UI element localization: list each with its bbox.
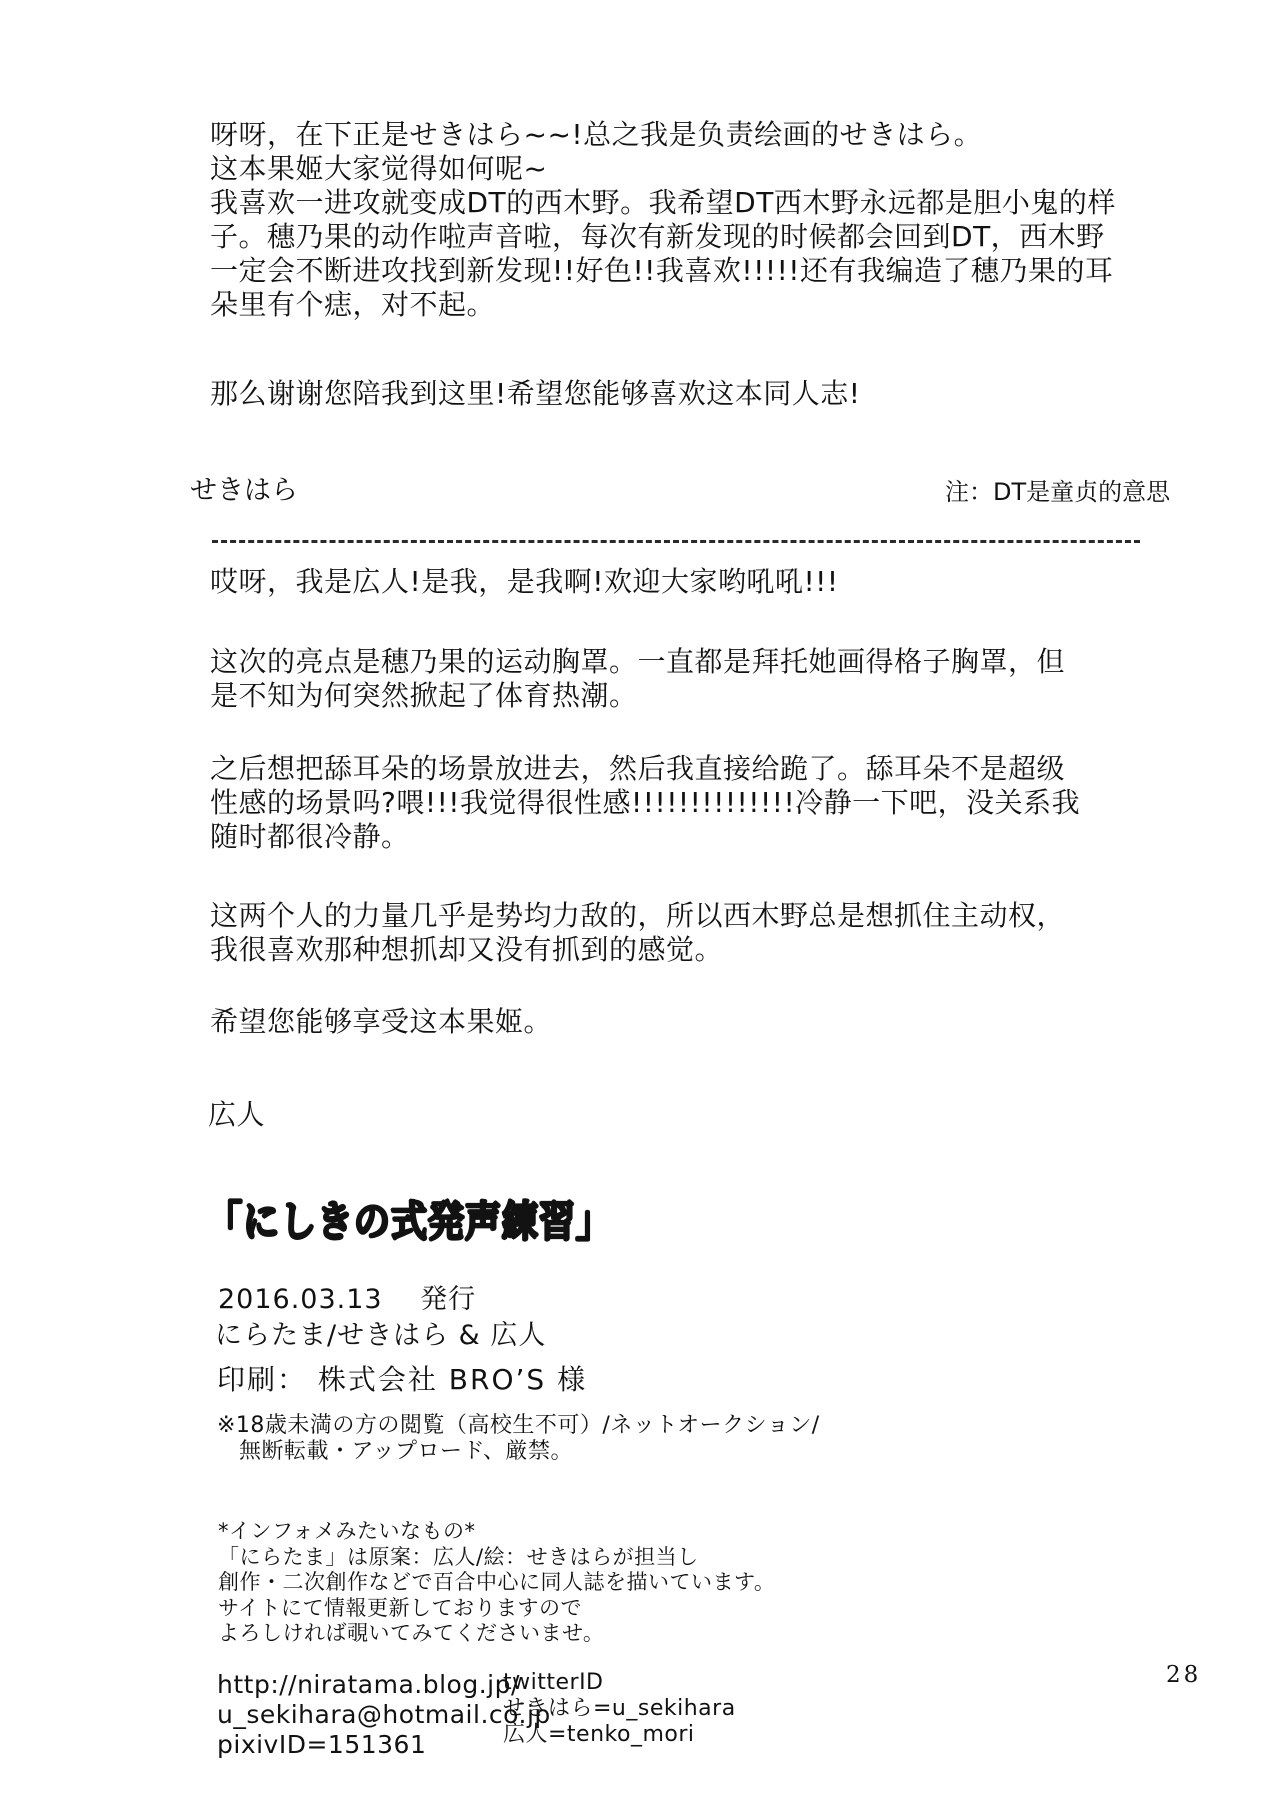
circle-authors-line: にらたま/せきはら & 広人 [215, 1320, 547, 1351]
text-line: 我很喜欢那种想抓却又没有抓到的感觉。 [210, 933, 724, 966]
hiroto-greeting-line: 哎呀，我是広人!是我，是我啊!欢迎大家哟吼吼!!! [210, 565, 839, 598]
page-number: 28 [1166, 1662, 1202, 1688]
sekihara-signature: せきはら [190, 475, 298, 506]
hiroto-paragraph-ear-licking [210, 752, 1080, 854]
text-line: 広人=tenko_mori [503, 1722, 695, 1747]
text-line: 随时都很冷静。 [210, 820, 410, 853]
info-header: *インフォメみたいなもの* [218, 1519, 476, 1543]
info-lines [218, 1545, 775, 1647]
info-block [218, 1519, 775, 1647]
doujin-title: 「にしきの式発声練習」 [206, 1197, 613, 1246]
text-line: よろしければ覗いてみてくださいませ。 [218, 1621, 605, 1645]
twitter-ids [503, 1670, 736, 1748]
text-line: 这次的亮点是穗乃果的运动胸罩。一直都是拜托她画得格子胸罩，但 [210, 645, 1066, 678]
hiroto-closing-line: 希望您能够享受这本果姬。 [210, 1005, 553, 1038]
hiroto-paragraph-sports-bra [210, 645, 1065, 713]
hiroto-paragraph-power-balance [210, 899, 1065, 967]
text-line: twitterID [503, 1670, 604, 1695]
hiroto-signature: 広人 [208, 1098, 266, 1131]
site-links [217, 1670, 551, 1760]
sekihara-thanks-line: 那么谢谢您陪我到这里!希望您能够喜欢这本同人志! [210, 377, 861, 410]
text-line: 一定会不断进攻找到新发现!!好色!!我喜欢!!!!!还有我编造了穗乃果的耳 [210, 254, 1114, 287]
text-line: 是不知为何突然掀起了体育热潮。 [210, 679, 638, 712]
text-line: http://niratama.blog.jp/ [217, 1670, 520, 1699]
printer-line: 印刷： 株式会社 BRO’S 様 [217, 1363, 588, 1396]
text-line: せきはら=u_sekihara [503, 1696, 736, 1721]
text-line: 我喜欢一进攻就变成DT的西木野。我希望DT西木野永远都是胆小鬼的样 [210, 186, 1116, 219]
text-line: 子。穗乃果的动作啦声音啦，每次有新发现的时候都会回到DT，西木野 [210, 220, 1105, 253]
text-line: 之后想把舔耳朵的场景放进去，然后我直接给跪了。舔耳朵不是超级 [210, 752, 1066, 785]
text-line: 这本果姬大家觉得如何呢~ [210, 152, 548, 185]
text-line: pixivID=151361 [217, 1730, 427, 1759]
sekihara-intro-paragraph [210, 118, 1116, 322]
dt-footnote: 注：DT是童贞的意思 [945, 478, 1171, 506]
text-line: ※18歳未満の方の閲覧（高校生不可）/ネットオークション/ [217, 1413, 820, 1438]
text-line: 性感的场景吗?喂!!!我觉得很性感!!!!!!!!!!!!!!冷静一下吧，没关系我 [210, 786, 1081, 819]
text-line: u_sekihara@hotmail.co.jp [217, 1700, 551, 1729]
text-line: 無断転載・アップロード、厳禁。 [239, 1439, 573, 1464]
text-line: 「にらたま」は原案：広人/絵：せきはらが担当し [218, 1544, 699, 1569]
publication-date-line: 2016.03.13 発行 [218, 1284, 477, 1315]
text-line: 朵里有个痣，对不起。 [210, 288, 496, 321]
dashed-divider [212, 540, 1140, 543]
text-line: 呀呀，在下正是せきはら~~!总之我是负责绘画的せきはら。 [210, 118, 983, 151]
text-line: 这两个人的力量几乎是势均力敌的，所以西木野总是想抓住主动权， [210, 899, 1066, 932]
text-line: 創作・二次創作などで百合中心に同人誌を描いています。 [218, 1570, 776, 1594]
age-restriction-warning [217, 1413, 820, 1465]
text-line: サイトにて情報更新しておりますので [218, 1595, 583, 1620]
